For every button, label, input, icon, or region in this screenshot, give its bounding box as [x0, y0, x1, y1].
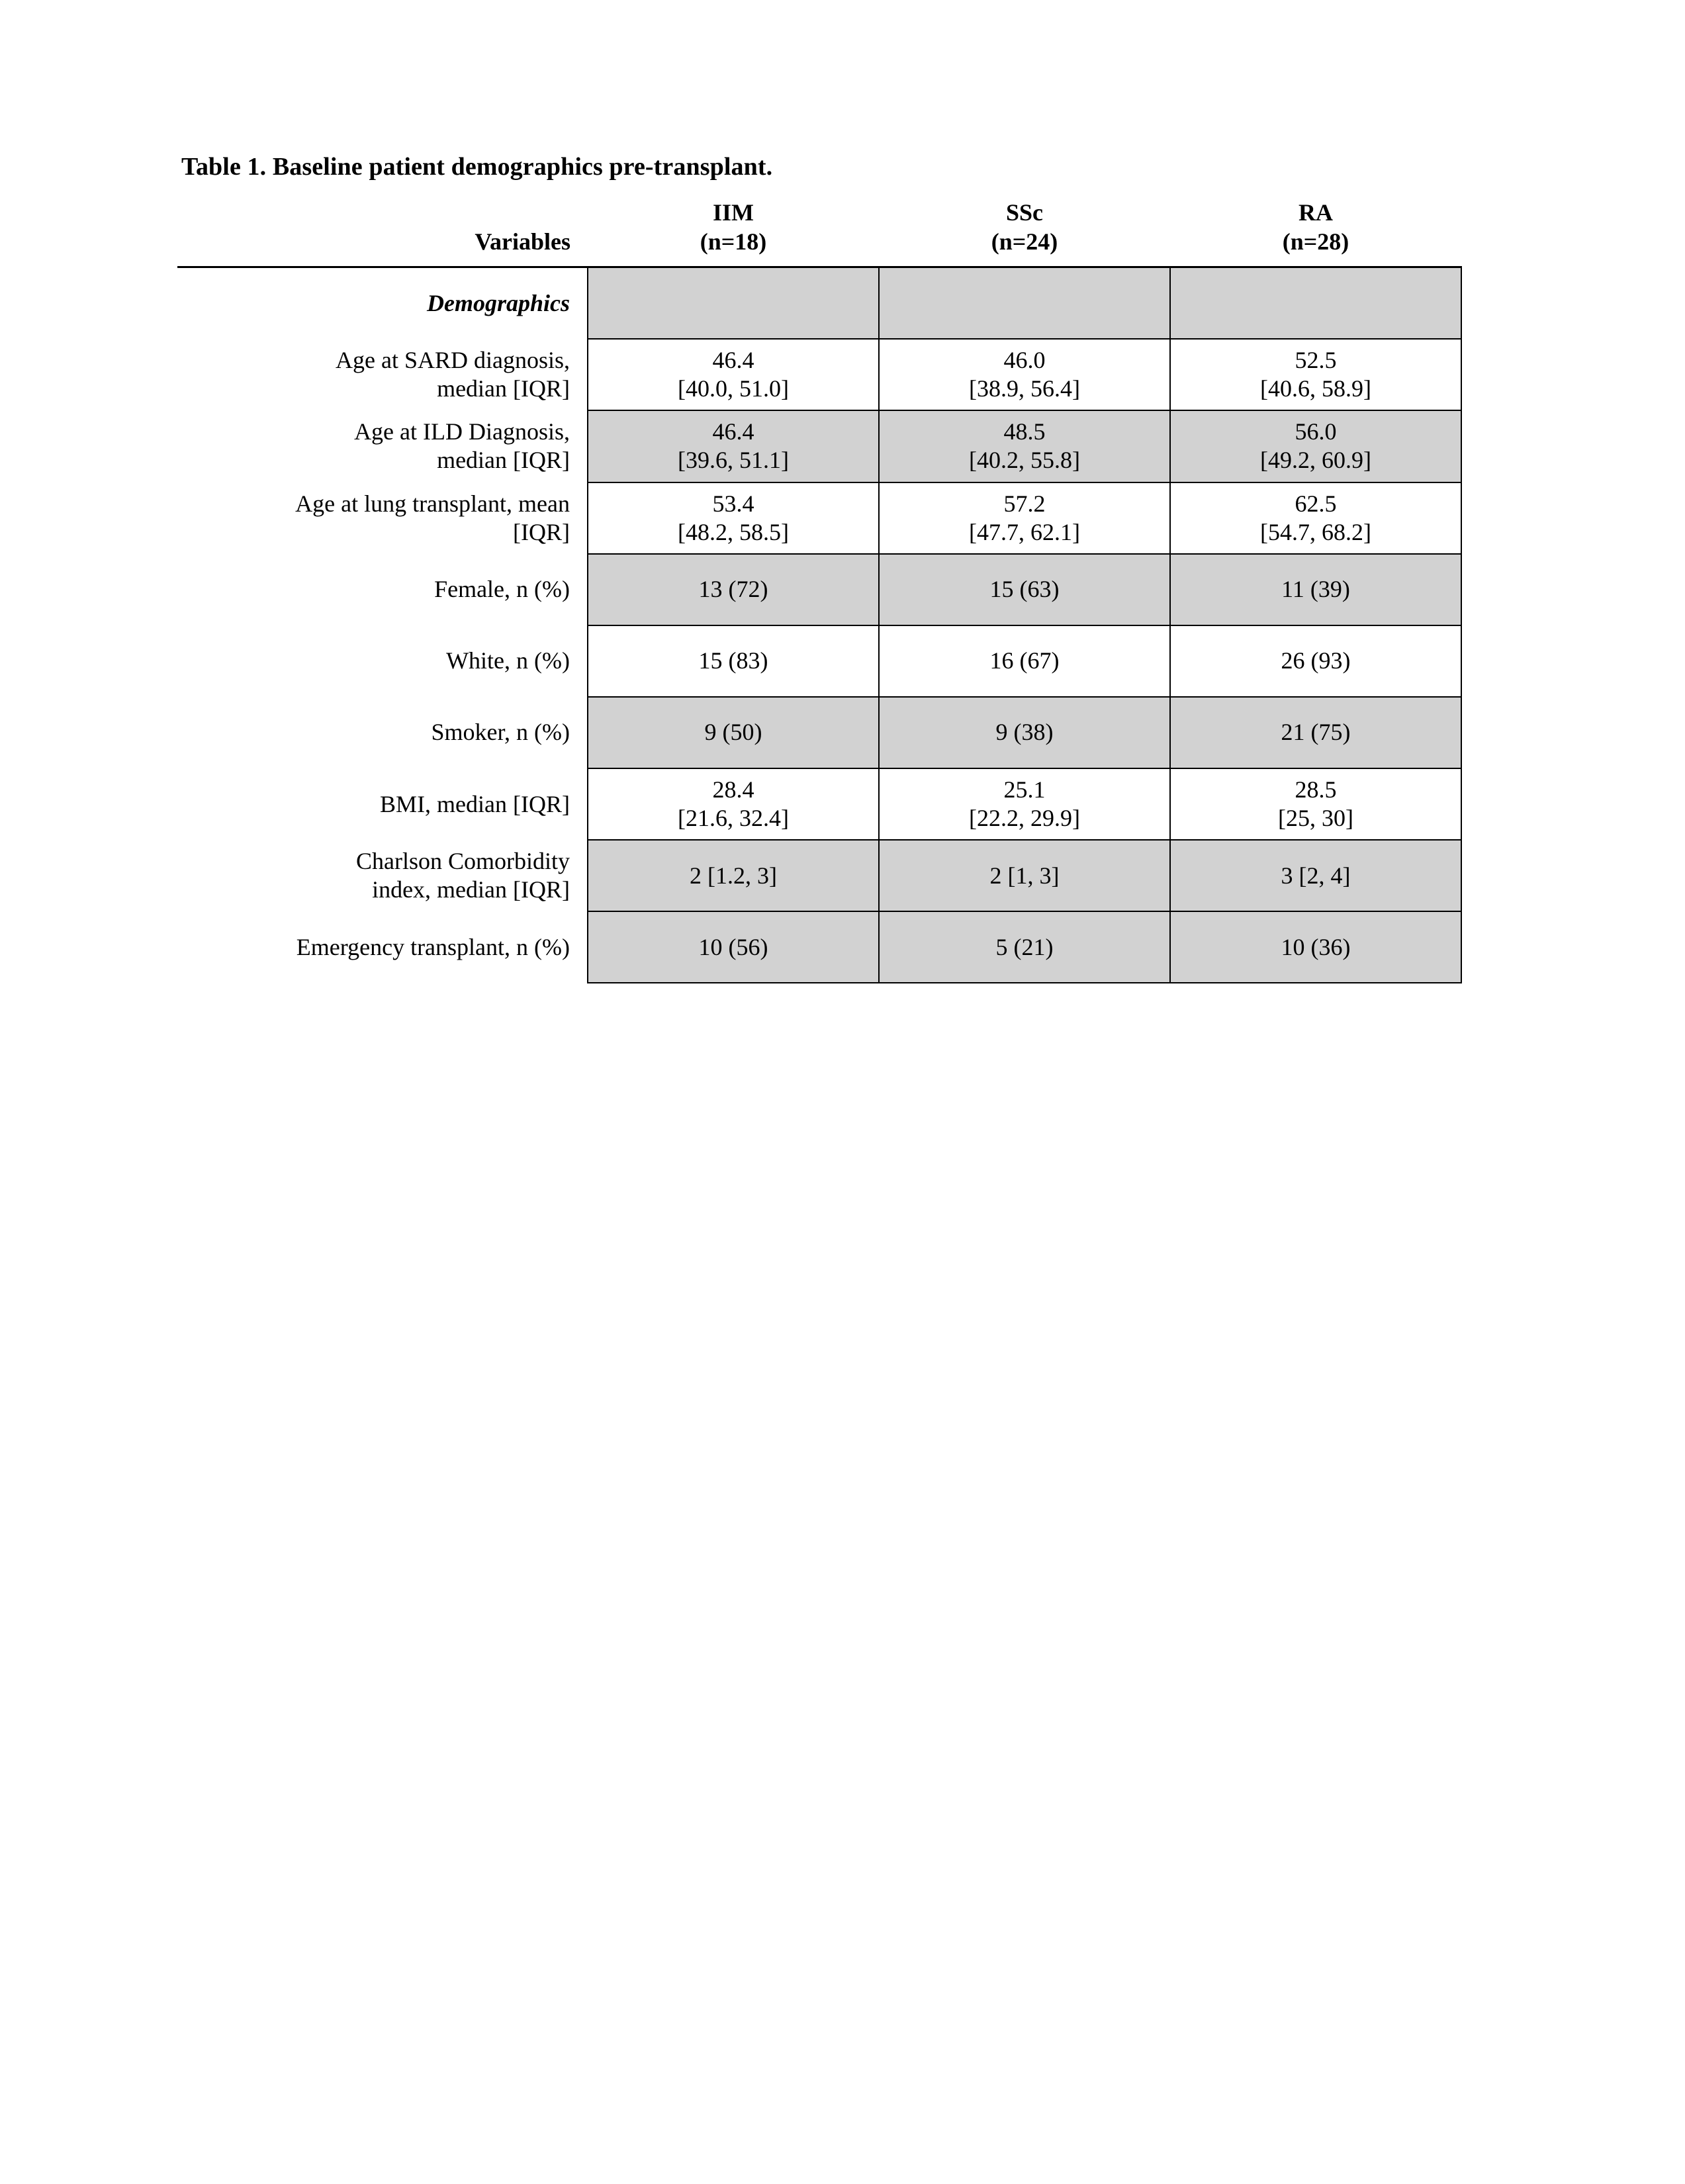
row-label-line1: Age at ILD Diagnosis, — [354, 418, 570, 445]
table-row — [177, 554, 1461, 625]
cell-iim — [588, 768, 879, 840]
cell-line1: 13 (72) — [698, 576, 768, 603]
row-label — [177, 267, 588, 339]
cell-ssc — [879, 482, 1170, 554]
cell-line2: [40.0, 51.0] — [678, 375, 789, 402]
table-row — [177, 482, 1461, 554]
row-label-line1: Emergency transplant, n (%) — [296, 933, 570, 960]
cell-line1: 3 [2, 4] — [1281, 862, 1351, 889]
cell-line1: 46.4 — [712, 418, 754, 445]
cell-ra — [1170, 554, 1461, 625]
cell-line1: 62.5 — [1295, 490, 1337, 517]
cell-line2: [47.7, 62.1] — [969, 518, 1080, 545]
row-label-line1: White, n (%) — [446, 647, 570, 674]
cell-ra — [1170, 840, 1461, 911]
cell-line1: 15 (63) — [989, 576, 1060, 603]
table-row — [177, 768, 1461, 840]
row-label-line2: median [IQR] — [437, 447, 570, 474]
cell-ssc — [879, 339, 1170, 410]
cell-ra — [1170, 697, 1461, 768]
table-row — [177, 625, 1461, 697]
cell-iim — [588, 911, 879, 983]
cell-line2: [48.2, 58.5] — [678, 518, 789, 545]
cell-ra — [1170, 625, 1461, 697]
cell-iim — [588, 697, 879, 768]
cell-line1: 28.5 — [1295, 776, 1337, 803]
cell-line1: 10 (36) — [1281, 933, 1351, 960]
cell-ra — [1170, 410, 1461, 482]
row-label — [177, 339, 588, 410]
cell-line1: 5 (21) — [995, 933, 1054, 960]
cell-line2: [38.9, 56.4] — [969, 375, 1080, 402]
cell-iim — [588, 554, 879, 625]
row-label-line1: Charlson Comorbidity — [356, 848, 570, 875]
cell-line1: 53.4 — [712, 490, 754, 517]
row-label-line1: Smoker, n (%) — [431, 719, 570, 746]
cell-ra — [1170, 339, 1461, 410]
cell-line1: 11 (39) — [1281, 576, 1350, 603]
table-row — [177, 267, 1461, 339]
column-header-ra-count: (n=28) — [1282, 228, 1349, 255]
column-header-ra-label: RA — [1298, 199, 1333, 226]
cell-line1: 2 [1, 3] — [989, 862, 1060, 889]
table-header — [177, 199, 1461, 267]
column-header-ssc-count: (n=24) — [991, 228, 1058, 255]
column-header-iim-count: (n=18) — [700, 228, 767, 255]
cell-line1: 16 (67) — [989, 647, 1060, 674]
row-label-line1: Age at lung transplant, mean — [295, 490, 570, 517]
cell-iim — [588, 267, 879, 339]
cell-line1: 21 (75) — [1281, 719, 1351, 746]
baseline-demographics-table — [177, 199, 1462, 983]
cell-ssc — [879, 410, 1170, 482]
cell-ra — [1170, 911, 1461, 983]
cell-line2: [40.6, 58.9] — [1260, 375, 1371, 402]
row-label-line2: median [IQR] — [437, 375, 570, 402]
cell-iim — [588, 410, 879, 482]
cell-line1: 2 [1.2, 3] — [690, 862, 777, 889]
cell-line1: 48.5 — [1003, 418, 1046, 445]
cell-line2: [49.2, 60.9] — [1260, 447, 1371, 474]
cell-ssc — [879, 911, 1170, 983]
row-label-line2: [IQR] — [513, 518, 570, 545]
table-row — [177, 840, 1461, 911]
cell-ssc — [879, 697, 1170, 768]
cell-line1: 25.1 — [1003, 776, 1046, 803]
cell-line1: 10 (56) — [698, 933, 768, 960]
row-label — [177, 768, 588, 840]
row-label — [177, 625, 588, 697]
cell-line2: [25, 30] — [1278, 805, 1353, 832]
cell-line1: 15 (83) — [698, 647, 768, 674]
cell-line2: [39.6, 51.1] — [678, 447, 789, 474]
cell-line1: 26 (93) — [1281, 647, 1351, 674]
cell-line1: 52.5 — [1295, 346, 1337, 373]
cell-iim — [588, 840, 879, 911]
row-label-line1: Demographics — [427, 289, 570, 316]
row-label-line1: Age at SARD diagnosis, — [336, 346, 570, 373]
table-header-row — [177, 199, 1461, 267]
table-body — [177, 267, 1461, 983]
column-header-ssc — [879, 199, 1170, 267]
cell-iim — [588, 482, 879, 554]
row-label — [177, 554, 588, 625]
cell-line1: 9 (38) — [995, 719, 1054, 746]
row-label-line1: BMI, median [IQR] — [380, 790, 570, 817]
table-caption: Table 1. Baseline patient demographics pre-transplant. — [181, 153, 773, 181]
table-row — [177, 410, 1461, 482]
cell-iim — [588, 339, 879, 410]
row-label — [177, 410, 588, 482]
row-label — [177, 911, 588, 983]
row-label-line2: index, median [IQR] — [372, 876, 570, 903]
column-header-ssc-label: SSc — [1005, 199, 1044, 226]
cell-line1: 46.0 — [1003, 346, 1046, 373]
cell-ssc — [879, 768, 1170, 840]
cell-line1: 56.0 — [1295, 418, 1337, 445]
cell-line1: 46.4 — [712, 346, 754, 373]
row-label — [177, 697, 588, 768]
column-header-ra — [1170, 199, 1461, 267]
cell-ra — [1170, 768, 1461, 840]
cell-ssc — [879, 840, 1170, 911]
column-header-iim — [588, 199, 879, 267]
column-header-iim-label: IIM — [713, 199, 754, 226]
cell-ra — [1170, 482, 1461, 554]
cell-iim — [588, 625, 879, 697]
cell-line1: 28.4 — [712, 776, 754, 803]
row-label — [177, 482, 588, 554]
cell-ssc — [879, 267, 1170, 339]
table-row — [177, 911, 1461, 983]
cell-line2: [54.7, 68.2] — [1260, 518, 1371, 545]
cell-ssc — [879, 625, 1170, 697]
cell-line2: [21.6, 32.4] — [678, 805, 789, 832]
cell-ra — [1170, 267, 1461, 339]
column-header-variables — [177, 199, 588, 267]
cell-line2: [40.2, 55.8] — [969, 447, 1080, 474]
row-label-line1: Female, n (%) — [434, 576, 570, 603]
cell-line1: 57.2 — [1003, 490, 1046, 517]
column-header-variables-label: Variables — [475, 228, 570, 255]
cell-ssc — [879, 554, 1170, 625]
table-row — [177, 697, 1461, 768]
row-label — [177, 840, 588, 911]
table-row — [177, 339, 1461, 410]
cell-line2: [22.2, 29.9] — [969, 805, 1080, 832]
cell-line1: 9 (50) — [704, 719, 762, 746]
